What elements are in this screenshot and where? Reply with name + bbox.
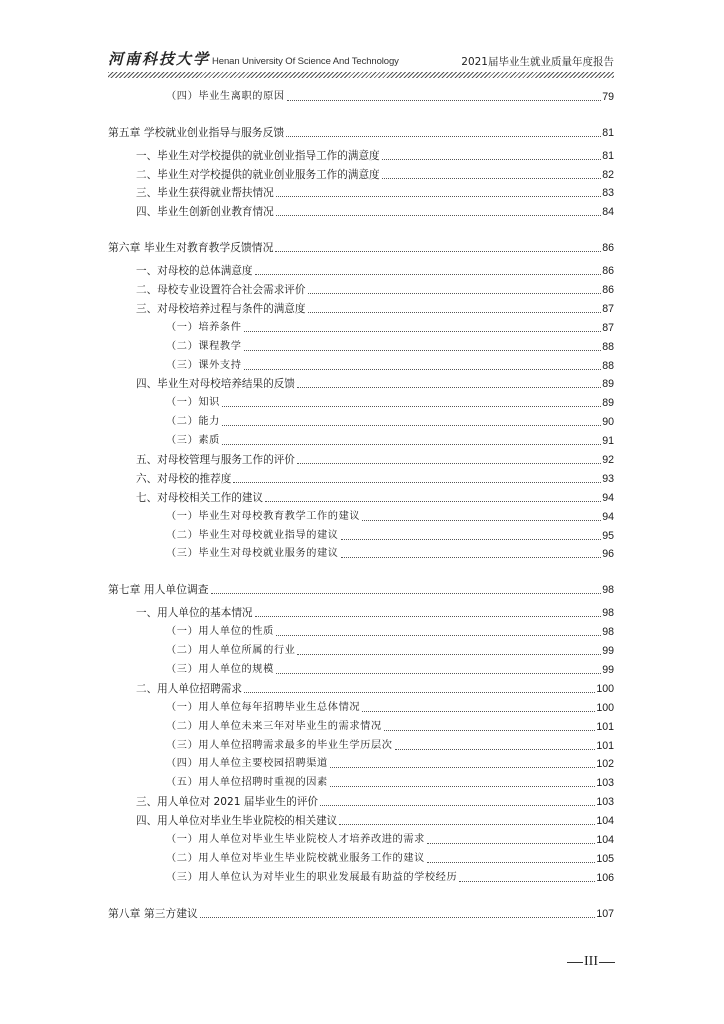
toc-section-entry[interactable]	[108, 448, 614, 467]
toc-entry-title: （一）培养条件	[166, 321, 242, 333]
toc-section-entry[interactable]	[108, 200, 614, 219]
toc-dot-leader	[297, 463, 601, 464]
toc-dot-leader	[330, 767, 596, 768]
toc-subsection-entry[interactable]	[108, 658, 614, 677]
toc-entry-title: 二、毕业生对学校提供的就业创业服务工作的满意度	[136, 168, 380, 181]
university-logo	[108, 48, 399, 69]
toc-entry-page: 102	[596, 758, 614, 771]
toc-section-entry[interactable]	[108, 601, 614, 620]
chapter-spacer	[108, 885, 614, 902]
toc-dot-leader	[275, 251, 601, 252]
toc-subsection-entry[interactable]	[108, 828, 614, 847]
toc-dot-leader	[362, 520, 601, 521]
toc-entry-title: 四、毕业生创新创业教育情况	[136, 206, 274, 219]
toc-subsection-entry[interactable]	[108, 391, 614, 410]
toc-entry-title: （二）用人单位所属的行业	[166, 645, 296, 657]
toc-section-entry[interactable]	[108, 373, 614, 392]
toc-entry-page: 89	[602, 378, 614, 391]
toc-entry-page: 90	[602, 416, 614, 429]
toc-entry-title: （一）用人单位每年招聘毕业生总体情况	[166, 701, 361, 713]
toc-section-entry[interactable]	[108, 278, 614, 297]
toc-dot-leader	[244, 331, 602, 332]
toc-dot-leader	[287, 100, 602, 101]
page-number-dash-right	[599, 962, 615, 963]
toc-entry-page: 106	[596, 871, 614, 884]
toc-dot-leader	[244, 350, 602, 351]
toc-dot-leader	[297, 654, 601, 655]
toc-chapter-entry[interactable]	[108, 902, 614, 921]
toc-section-entry[interactable]	[108, 144, 614, 163]
toc-subsection-entry[interactable]	[108, 866, 614, 885]
toc-entry-title: 第七章 用人单位调查	[108, 583, 209, 597]
page-number-text: III	[584, 954, 598, 969]
page-header	[108, 44, 614, 70]
toc-entry-title: 第五章 学校就业创业指导与服务反馈	[108, 125, 285, 139]
toc-entry-title: 三、对母校培养过程与条件的满意度	[136, 302, 306, 315]
toc-entry-page: 99	[602, 663, 614, 676]
toc-entry-page: 82	[602, 168, 614, 181]
toc-section-entry[interactable]	[108, 467, 614, 486]
toc-entry-page: 98	[602, 584, 614, 597]
toc-entry-title: （三）用人单位的规模	[166, 663, 274, 675]
toc-entry-page: 98	[602, 607, 614, 620]
toc-entry-page: 81	[602, 126, 614, 139]
toc-entry-title: 五、对母校管理与服务工作的评价	[136, 454, 295, 467]
toc-entry-page: 88	[602, 359, 614, 372]
toc-entry-title: （二）用人单位对毕业生毕业院校就业服务工作的建议	[166, 852, 425, 864]
toc-section-entry[interactable]	[108, 677, 614, 696]
page-number	[566, 954, 616, 970]
toc-dot-leader	[233, 482, 601, 483]
chapter-spacer	[108, 104, 614, 121]
toc-entry-title: （二）课程教学	[166, 340, 242, 352]
toc-entry-page: 100	[596, 701, 614, 714]
toc-entry-page: 107	[596, 907, 614, 920]
toc-chapter-entry[interactable]	[108, 578, 614, 597]
toc-dot-leader	[200, 917, 596, 918]
toc-entry-page: 87	[602, 321, 614, 334]
toc-subsection-entry[interactable]	[108, 620, 614, 639]
toc-dot-leader	[339, 824, 595, 825]
toc-dot-leader	[244, 692, 595, 693]
toc-subsection-entry[interactable]	[108, 715, 614, 734]
toc-entry-page: 91	[602, 435, 614, 448]
toc-entry-page: 86	[602, 265, 614, 278]
toc-subsection-entry[interactable]	[108, 505, 614, 524]
toc-entry-title: 一、对母校的总体满意度	[136, 265, 253, 278]
toc-dot-leader	[382, 159, 602, 160]
toc-subsection-entry[interactable]	[108, 771, 614, 790]
toc-subsection-entry[interactable]	[108, 316, 614, 335]
toc-entry-title: （三）素质	[166, 435, 220, 447]
toc-entry-title: （三）用人单位认为对毕业生的职业发展最有助益的学校经历	[166, 871, 458, 883]
toc-subsection-entry[interactable]	[108, 639, 614, 658]
toc-subsection-entry[interactable]	[108, 543, 614, 562]
toc-entry-title: 二、母校专业设置符合社会需求评价	[136, 284, 306, 297]
toc-entry-page: 87	[602, 302, 614, 315]
toc-dot-leader	[384, 730, 596, 731]
toc-entry-page: 81	[602, 149, 614, 162]
toc-entry-page: 99	[602, 645, 614, 658]
toc-dot-leader	[265, 501, 601, 502]
toc-dot-leader	[308, 293, 602, 294]
header-divider	[108, 72, 614, 78]
toc-entry-page: 95	[602, 529, 614, 542]
toc-entry-title: 二、用人单位招聘需求	[136, 682, 242, 695]
toc-dot-leader	[244, 369, 602, 370]
toc-entry-title: （一）用人单位对毕业生毕业院校人才培养改进的需求	[166, 833, 425, 845]
toc-dot-leader	[276, 673, 601, 674]
toc-entry-title: 三、毕业生获得就业帮扶情况	[136, 187, 274, 200]
toc-dot-leader	[341, 539, 602, 540]
toc-entry-title: （一）用人单位的性质	[166, 626, 274, 638]
toc-entry-title: （二）能力	[166, 416, 220, 428]
toc-entry-page: 98	[602, 626, 614, 639]
toc-entry-title: （五）用人单位招聘时重视的因素	[166, 777, 328, 789]
toc-entry-page: 104	[596, 833, 614, 846]
toc-entry-title: （一）知识	[166, 397, 220, 409]
toc-entry-page: 94	[602, 510, 614, 523]
toc-entry-page: 101	[596, 739, 614, 752]
toc-dot-leader	[341, 557, 602, 558]
toc-subsection-entry[interactable]	[108, 753, 614, 772]
chapter-spacer	[108, 921, 614, 925]
toc-subsection-entry[interactable]	[108, 410, 614, 429]
toc-entry-page: 83	[602, 187, 614, 200]
toc-entry-page: 96	[602, 548, 614, 561]
toc-entry-page: 94	[602, 491, 614, 504]
toc-entry-title: （二）毕业生对母校就业指导的建议	[166, 529, 339, 541]
toc-dot-leader	[427, 843, 595, 844]
toc-dot-leader	[427, 862, 595, 863]
toc-entry-title: 一、用人单位的基本情况	[136, 607, 253, 620]
toc-entry-title: 六、对母校的推荐度	[136, 472, 232, 485]
toc-dot-leader	[320, 805, 595, 806]
toc-entry-title: （二）用人单位未来三年对毕业生的需求情况	[166, 720, 382, 732]
table-of-contents	[108, 85, 614, 925]
toc-section-entry[interactable]	[108, 486, 614, 505]
logo-chinese-text: 河南科技大学	[108, 50, 211, 68]
toc-section-entry[interactable]	[108, 182, 614, 201]
toc-entry-page: 92	[602, 454, 614, 467]
toc-subsection-entry[interactable]	[108, 354, 614, 373]
report-title: 2021届毕业生就业质量年度报告	[461, 56, 614, 68]
toc-entry-page: 79	[602, 90, 614, 103]
toc-entry-title: （三）课外支持	[166, 359, 242, 371]
toc-section-entry[interactable]	[108, 163, 614, 182]
toc-entry-title: （四）用人单位主要校园招聘渠道	[166, 758, 328, 770]
toc-dot-leader	[286, 136, 601, 137]
toc-entry-page: 89	[602, 397, 614, 410]
toc-dot-leader	[362, 711, 595, 712]
toc-entry-page: 93	[602, 472, 614, 485]
chapter-spacer	[108, 219, 614, 236]
toc-entry-page: 104	[596, 815, 614, 828]
toc-entry-page: 103	[596, 796, 614, 809]
toc-subsection-entry[interactable]	[108, 847, 614, 866]
toc-chapter-entry[interactable]	[108, 121, 614, 140]
toc-dot-leader	[330, 786, 596, 787]
toc-dot-leader	[211, 593, 602, 594]
logo-english-text: Henan University Of Science And Technology	[212, 56, 399, 67]
toc-dot-leader	[255, 616, 602, 617]
toc-dot-leader	[382, 178, 602, 179]
toc-dot-leader	[297, 387, 601, 388]
toc-dot-leader	[222, 406, 601, 407]
toc-entry-title: （四）毕业生离职的原因	[166, 90, 285, 102]
toc-subsection-entry[interactable]	[108, 524, 614, 543]
toc-dot-leader	[222, 444, 601, 445]
toc-entry-page: 101	[596, 720, 614, 733]
toc-subsection-entry[interactable]	[108, 85, 614, 104]
toc-entry-page: 100	[596, 682, 614, 695]
toc-section-entry[interactable]	[108, 259, 614, 278]
toc-subsection-entry[interactable]	[108, 335, 614, 354]
toc-entry-title: 三、用人单位对 2021 届毕业生的评价	[136, 796, 319, 809]
toc-dot-leader	[308, 312, 602, 313]
toc-entry-page: 103	[596, 777, 614, 790]
toc-dot-leader	[255, 274, 602, 275]
toc-dot-leader	[276, 215, 601, 216]
toc-dot-leader	[395, 749, 596, 750]
toc-entry-page: 86	[602, 242, 614, 255]
toc-entry-title: 第八章 第三方建议	[108, 906, 198, 920]
toc-chapter-entry[interactable]	[108, 236, 614, 255]
toc-entry-title: 一、毕业生对学校提供的就业创业指导工作的满意度	[136, 149, 380, 162]
toc-entry-title: （一）毕业生对母校教育教学工作的建议	[166, 510, 361, 522]
toc-entry-title: 四、毕业生对母校培养结果的反馈	[136, 378, 295, 391]
toc-section-entry[interactable]	[108, 809, 614, 828]
toc-entry-title: （三）用人单位招聘需求最多的毕业生学历层次	[166, 739, 393, 751]
toc-entry-page: 105	[596, 852, 614, 865]
toc-dot-leader	[276, 635, 601, 636]
toc-entry-title: 第六章 毕业生对教育教学反馈情况	[108, 241, 274, 255]
toc-entry-title: 四、用人单位对毕业生毕业院校的相关建议	[136, 815, 338, 828]
page-number-dash-left	[567, 962, 583, 963]
toc-entry-page: 86	[602, 284, 614, 297]
toc-section-entry[interactable]	[108, 790, 614, 809]
toc-section-entry[interactable]	[108, 297, 614, 316]
toc-entry-title: 七、对母校相关工作的建议	[136, 491, 264, 504]
toc-subsection-entry[interactable]	[108, 429, 614, 448]
toc-entry-title: （三）毕业生对母校就业服务的建议	[166, 548, 339, 560]
toc-dot-leader	[222, 425, 601, 426]
toc-entry-page: 88	[602, 340, 614, 353]
chapter-spacer	[108, 561, 614, 578]
toc-subsection-entry[interactable]	[108, 696, 614, 715]
toc-dot-leader	[459, 881, 595, 882]
toc-subsection-entry[interactable]	[108, 734, 614, 753]
toc-entry-page: 84	[602, 206, 614, 219]
toc-dot-leader	[276, 196, 601, 197]
